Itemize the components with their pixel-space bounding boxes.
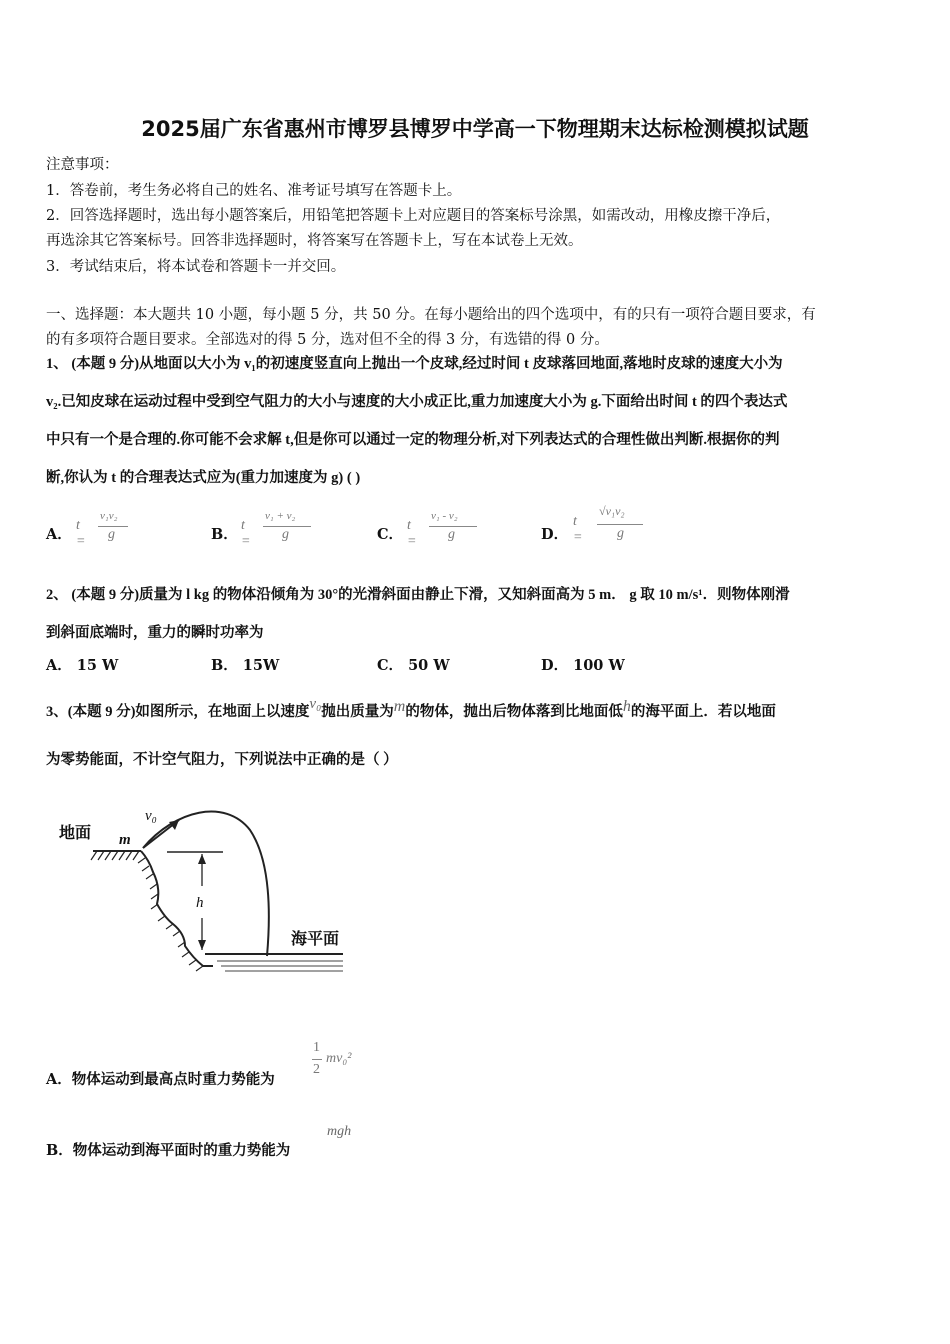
q3-option-a-text: A．物体运动到最高点时重力势能为 [46,1071,275,1088]
q3-text-d: 的海平面上．若以地面 [630,704,776,720]
formula-numerator: √v₁v₂ [599,504,625,518]
v0-label: v₀ [145,808,157,824]
q3-text-b: 抛出质量为 [321,704,394,720]
h-label: h [196,895,204,911]
q2-line1: 2、 (本题 9 分)质量为 l kg 的物体沿倾角为 30°的光滑斜面由静止下滑，又知斜面高为 5 m． g 取 10 m/s¹．则物体刚滑 [46,587,790,603]
ground-hatch [91,851,139,860]
q1-option-c-label: C． [377,526,404,543]
q2-option-d: D． 100 W [541,657,625,674]
q3-text-a: 3、(本题 9 分)如图所示，在地面上以速度 [46,704,310,720]
q2-line2: 到斜面底端时，重力的瞬时功率为 [46,625,264,641]
notice-item-2a: 2．回答选择题时，选出每小题答案后，用铅笔把答题卡上对应题目的答案标号涂黑，如需改动，用橡皮擦干净后， [46,208,781,224]
q1-option-d-label: D． [541,526,569,543]
q3-line1 [46,696,776,721]
section-intro-line2: 的有多项符合题目要求。全部选对的得 5 分，选对但不全的得 3 分，有选错的得 0 分。 [46,332,609,348]
notice-heading: 注意事项： [46,157,119,173]
formula-denominator: g [617,526,624,541]
h-symbol: h [622,698,631,715]
q1-line4: 断,你认为 t 的合理表达式应为(重力加速度为 g) ( ) [46,470,361,486]
m-label: m [119,832,131,848]
formula-numerator: v₁v₂ [100,510,118,522]
formula-denominator: g [448,527,455,542]
page-title: 2025届广东省惠州市博罗县博罗中学高一下物理期末达标检测模拟试题 [141,117,809,141]
formula-lhs: t = [241,518,251,549]
q2-option-a: A． 15 W [46,657,119,674]
cliff-projectile-figure [45,800,365,1015]
formula-lhs: t = [76,518,86,549]
sea-dots [217,960,343,972]
q3-line2: 为零势能面，不计空气阻力，下列说法中正确的是（ ） [46,752,398,768]
q1-option-a-label: A． [46,526,72,543]
q1-option-b-label: B． [211,526,238,543]
q1-line3: 中只有一个是合理的.你可能不会求解 t,但是你可以通过一定的物理分析,对下列表达式的合理性做出判断.根据你的判 [46,432,780,448]
m-symbol: m [393,698,406,715]
formula-denominator: g [282,527,289,542]
formula-numerator: 1 [313,1040,320,1055]
q3-option-b-formula: mgh [327,1124,352,1139]
formula-lhs: t = [573,514,583,545]
notice-item-2b: 再选涂其它答案标号。回答非选择题时，将答案写在答题卡上，写在本试卷上无效。 [46,233,583,249]
section-intro-line1: 一、选择题：本大题共 10 小题，每小题 5 分，共 50 分。在每小题给出的四个选项中，有的只有一项符合题目要求，有 [46,307,816,323]
sea-level-label: 海平面 [291,929,340,948]
q3-option-b-text: B．物体运动到海平面时的重力势能为 [46,1142,291,1159]
notice-item-1: 1．答卷前，考生务必将自己的姓名、准考证号填写在答题卡上。 [46,183,462,199]
formula-denominator: 2 [313,1062,320,1077]
cliff-hatch [138,858,203,971]
q2-option-c: C． 50 W [377,657,450,674]
ground-label: 地面 [59,823,92,842]
formula-numerator: v₁ - v₂ [431,510,458,522]
formula-denominator: g [108,527,115,542]
formula-expression: mv₀² [326,1051,352,1066]
q1-line2: v₂.已知皮球在运动过程中受到空气阻力的大小与速度的大小成正比,重力加速度大小为 g.下面给出时间 t 的四个表达式 [46,394,788,410]
q2-option-b: B． 15W [211,657,280,674]
q3-text-c: 的物体，抛出后物体落到比地面低 [405,704,623,720]
formula-numerator: v₁ + v₂ [265,510,296,522]
q1-line1: 1、 (本题 9 分)从地面以大小为 v₁的初速度竖直向上抛出一个皮球,经过时间 t 皮球落回地面,落地时皮球的速度大小为 [46,356,783,372]
v0-symbol: v₀ [309,696,322,712]
notice-item-3: 3．考试结束后，将本试卷和答题卡一并交回。 [46,259,346,275]
formula-lhs: t = [407,518,417,549]
